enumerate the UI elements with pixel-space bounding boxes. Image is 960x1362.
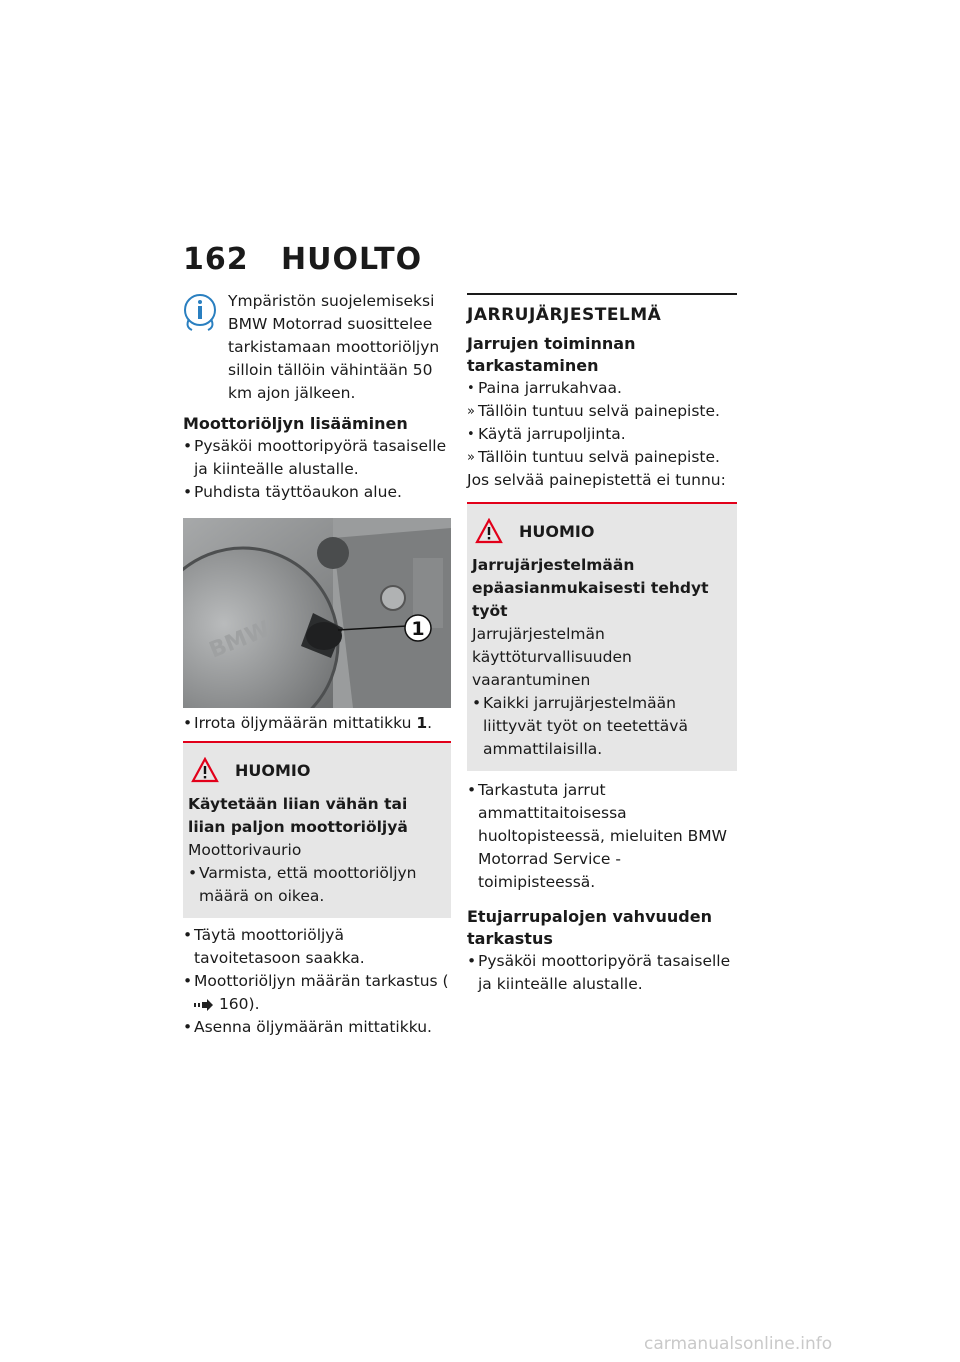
step-remove-dipstick: • Irrota öljymäärän mittatikku 1.	[183, 712, 451, 735]
warning-box-oil	[183, 741, 451, 918]
section-title-brakes: JARRUJÄRJESTELMÄ	[467, 293, 737, 325]
step-install-dipstick	[183, 1016, 451, 1039]
right-column	[467, 290, 737, 996]
step-park-2	[467, 950, 737, 996]
bullet-dot: •	[183, 714, 193, 732]
warning-title: HUOMIO	[519, 521, 595, 541]
bullet-dot: •	[183, 972, 193, 990]
step-park	[183, 435, 451, 481]
warning-box-brakes	[467, 502, 737, 771]
bullet-dot: •	[188, 864, 198, 882]
page-header	[183, 242, 422, 277]
warning-triangle-icon	[475, 518, 503, 544]
no-pressure-point-text: Jos selvää painepistettä ei tunnu:	[467, 471, 726, 489]
subheading-brake-check: Jarrujen toiminnan tarkastaminen	[467, 334, 636, 375]
warning-effect: Moottorivaurio	[188, 841, 302, 859]
step-check-oil	[183, 970, 451, 1016]
step-text: Puhdista täyttöaukon alue.	[194, 483, 402, 501]
warning-header	[472, 518, 731, 544]
step-text: Käytä jarrupoljinta.	[478, 425, 626, 443]
callout-reference: 1	[416, 714, 428, 732]
warning-action-text: Kaikki jarrujärjestelmään liittyvät työt on teetettävä ammattilaisilla.	[483, 694, 688, 758]
warning-title: HUOMIO	[235, 760, 311, 780]
step-text: Pysäköi moottoripyörä tasaiselle ja kiinteälle alustalle.	[478, 952, 731, 993]
warning-action-text: Varmista, että moottoriöljyn määrä on oikea.	[199, 864, 417, 905]
result-text: Tällöin tuntuu selvä painepiste.	[478, 402, 720, 420]
page-number: 162	[183, 242, 249, 277]
step-brake-pedal	[467, 423, 737, 446]
env-note-body: BMW Motorrad suosittelee tarkistamaan moottoriöljyn silloin tällöin vähintään 50 km ajon jälkeen.	[228, 315, 440, 402]
photo-bmw-logo: BMW	[205, 616, 274, 664]
result-text: Tällöin tuntuu selvä painepiste.	[478, 448, 720, 466]
bullet-dot: •	[467, 381, 475, 396]
step-fill-oil	[183, 924, 451, 970]
warning-cause: Käytetään liian vähän tai liian paljon moottoriöljyä	[188, 795, 408, 836]
bullet-dot: •	[183, 1018, 193, 1036]
step-text: Moottoriöljyn määrän tarkastus (	[194, 972, 449, 990]
result-arrow-icon: »	[467, 404, 475, 419]
photo-callout-number: 1	[411, 618, 425, 640]
step-brake-lever	[467, 377, 737, 400]
warning-action	[472, 692, 731, 761]
chapter-title: HUOLTO	[281, 242, 423, 277]
left-column	[183, 290, 451, 1039]
environment-note	[183, 290, 451, 405]
env-note-line1: Ympäristön suojelemiseksi	[228, 292, 435, 310]
step-text: Paina jarrukahvaa.	[478, 379, 622, 397]
bullet-dot: •	[472, 694, 482, 712]
warning-effect: Jarrujärjestelmän käyttöturvallisuuden vaarantuminen	[472, 625, 632, 689]
warning-cause: Jarrujärjestelmään epäasianmukaisesti tehdyt työt	[472, 556, 709, 620]
subheading-oil-add: Moottoriöljyn lisääminen	[183, 414, 408, 433]
step-text: Asenna öljymäärän mittatikku.	[194, 1018, 432, 1036]
bullet-dot: •	[183, 926, 193, 944]
bullet-dot: •	[467, 427, 475, 442]
env-note-text	[183, 313, 451, 405]
result-pressure-point-2	[467, 446, 737, 469]
environment-info-icon	[183, 293, 217, 331]
warning-triangle-icon	[191, 757, 219, 783]
result-pressure-point	[467, 400, 737, 423]
bullet-dot: •	[183, 437, 193, 455]
step-text: Pysäköi moottoripyörä tasaiselle ja kiinteälle alustalle.	[194, 437, 447, 478]
subheading-brake-pads: Etujarrupalojen vahvuuden tarkastus	[467, 907, 712, 948]
warning-action	[188, 862, 445, 908]
step-text: Irrota öljymäärän mittatikku	[194, 714, 412, 732]
bullet-dot: •	[183, 483, 193, 501]
step-text: Täytä moottoriöljyä tavoitetasoon saakka.	[194, 926, 365, 967]
step-service-brakes	[467, 779, 737, 894]
step-text: Tarkastuta jarrut ammattitaitoisessa huoltopisteessä, mieluiten BMW Motorrad Service -toimipisteessä.	[478, 781, 727, 891]
engine-photo	[183, 518, 451, 708]
warning-header	[188, 757, 445, 783]
page-reference-text[interactable]: 160).	[218, 995, 260, 1013]
step-clean	[183, 481, 451, 504]
bullet-dot: •	[467, 952, 477, 970]
engine-illustration	[183, 518, 451, 708]
page-reference-arrow-icon	[194, 999, 214, 1011]
footer-watermark: carmanualsonline.info	[644, 1334, 833, 1354]
bullet-dot: •	[467, 781, 477, 799]
result-arrow-icon: »	[467, 450, 475, 465]
